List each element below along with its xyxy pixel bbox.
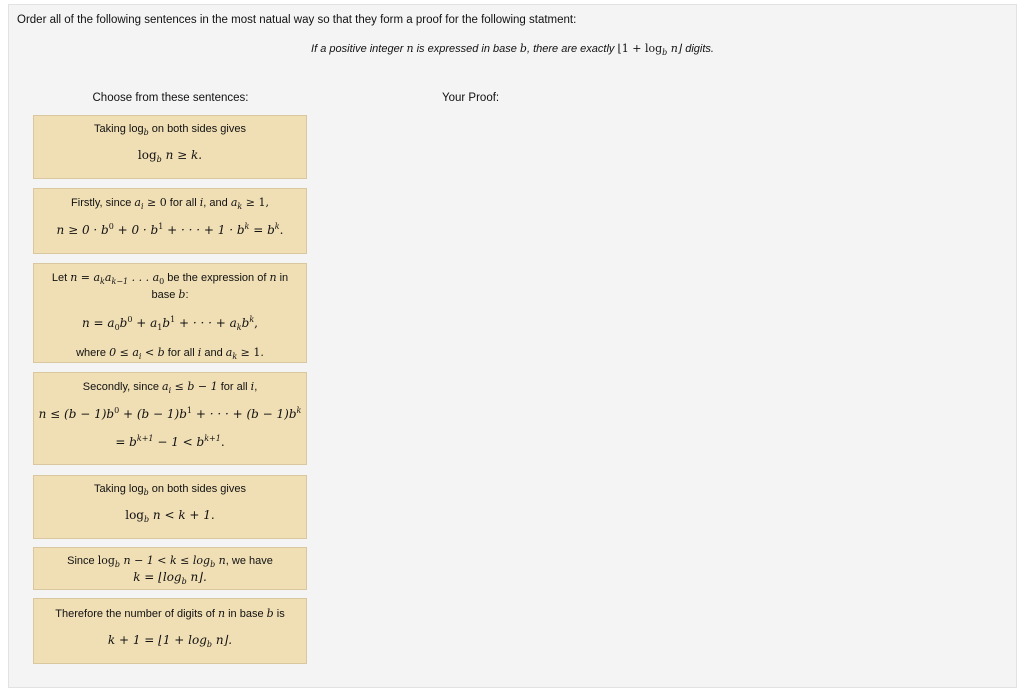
card-6-math: $k = ⌊\log_b$ n⌋. (133, 570, 207, 586)
sentence-card-2[interactable] (33, 188, 307, 254)
source-column-header: Choose from these sentences: (92, 92, 249, 104)
sentence-card-3[interactable] (33, 263, 307, 363)
statement-formula-sub: b (662, 48, 668, 57)
statement-var-b: b (519, 42, 527, 55)
statement-prefix: If a positive integer (311, 43, 407, 55)
sentence-card-5[interactable] (33, 475, 307, 539)
statement-suffix: , there are exactly (526, 43, 618, 55)
card-3-text-3: where $0 \le a_i < b$ for all i and $a_k \ge 1$. (76, 346, 264, 361)
card-4-text: Secondly, since $a_i \le b - 1$ for all i, (82, 380, 258, 395)
sentence-card-6[interactable] (33, 547, 307, 590)
theorem-statement (9, 42, 1016, 55)
card-3-text-1: Let $n = a_ka_{k-1}$ . . . $a_0$ be the expression of n in (51, 271, 289, 286)
sentence-card-1[interactable] (33, 115, 307, 179)
statement-middle: is expressed in base (413, 43, 520, 55)
card-6-text: Since $\log_b n - 1 < k \le \log_b n$, we have (67, 554, 273, 569)
card-2-math: $n \ge 0 \cdot b^0 + 0 \cdot b^1$ + · · · + $1 \cdot b^k = b^k$. (56, 222, 284, 237)
card-4-math-2: = $b^{k+1} - 1 < b^{k+1}$. (115, 434, 225, 449)
instructions-text: Order all of the following sentences in the most natual way so that they form a proof for the following statment: (17, 14, 577, 26)
card-5-text: Taking $\log_b$ on both sides gives (94, 483, 246, 497)
card-3-math: $n = a_0b^0 + a_1b^1$ + · · · + $a_kb^k$, (82, 315, 258, 332)
card-1-math: $\log_b n \ge k$. (137, 148, 203, 164)
card-1-text: Taking $\log_b$ on both sides gives (94, 123, 246, 137)
statement-end: digits. (682, 43, 714, 55)
proof-drop-zone[interactable] (339, 115, 1009, 675)
question-panel (8, 4, 1017, 688)
card-4-math-1: $n \le (b - 1)b^0 + (b - 1)b^1$ + · · · + $(b - 1)b^k$ (38, 406, 302, 421)
card-7-math: k + 1 = ⌊1 + $\log_b$ n⌋. (107, 633, 233, 649)
proof-column-header: Your Proof: (442, 92, 500, 104)
card-5-math: $\log_b n < k + 1$. (125, 508, 215, 524)
card-7-text: Therefore the number of digits of n in base b is (55, 607, 285, 620)
statement-formula: ⌊1 + log (617, 42, 663, 55)
card-3-text-2: base b: (151, 288, 189, 301)
sentence-card-4[interactable] (33, 372, 307, 465)
statement-formula-end: n⌋ (667, 42, 683, 55)
card-2-text: Firstly, since $a_i \ge 0$ for all i, and $a_k \ge 1$, (71, 196, 269, 211)
statement-var-n: n (406, 42, 414, 55)
sentence-card-7[interactable] (33, 598, 307, 664)
